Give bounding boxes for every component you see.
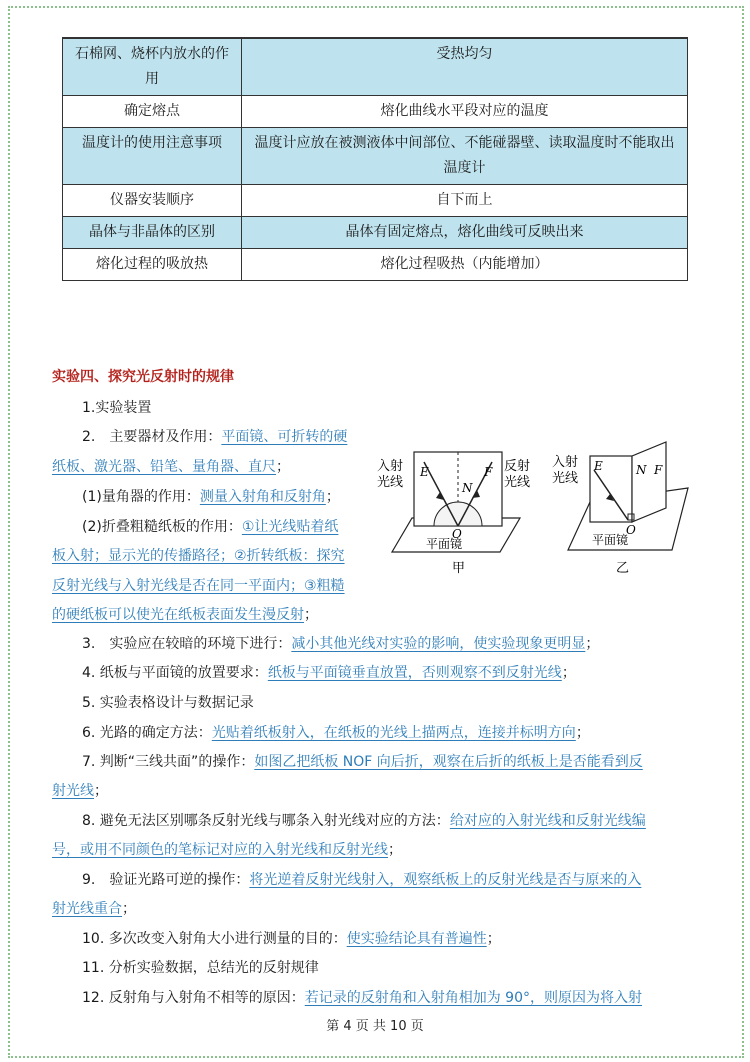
label-e: E bbox=[594, 459, 603, 473]
item-10-question: 10. 多次改变入射角大小进行测量的目的： bbox=[82, 931, 347, 947]
punctuation: ； bbox=[276, 459, 290, 475]
item-2-2-answer: 反射光线与入射光线是否在同一平面内；③粗糙 bbox=[52, 578, 345, 594]
label-e: E bbox=[420, 465, 429, 479]
table-key: 确定熔点 bbox=[63, 96, 242, 128]
item-2-2-cont bbox=[52, 604, 318, 624]
item-9-answer: 将光逆着反射光线射入，观察纸板上的反射光线是否与原来的入 bbox=[249, 872, 642, 888]
item-4-answer: 纸板与平面镜垂直放置，否则观察不到反射光线 bbox=[267, 665, 562, 681]
item-12-answer: 若记录的反射角和入射角相加为 90°，则原因为将入射 bbox=[304, 990, 642, 1006]
punctuation: ； bbox=[122, 901, 136, 917]
item-10-answer: 使实验结论具有普遍性 bbox=[346, 931, 487, 947]
item-8 bbox=[82, 810, 646, 830]
label-incident-2: 光线 bbox=[552, 471, 579, 486]
table-value: 熔化过程吸热（内能增加） bbox=[242, 249, 688, 281]
item-6 bbox=[82, 722, 590, 742]
item-6-answer: 光贴着纸板射入，在纸板的光线上描两点，连接并标明方向 bbox=[211, 725, 576, 741]
item-3-answer: 减小其他光线对实验的影响，使实验现象更明显 bbox=[291, 636, 586, 652]
punctuation: ； bbox=[585, 636, 600, 652]
label-o: O bbox=[452, 527, 462, 541]
label-n: N bbox=[462, 481, 473, 495]
item-1: 1.实验装置 bbox=[82, 400, 152, 416]
item-9-cont bbox=[52, 898, 136, 918]
table-value: 温度计应放在被测液体中间部位、不能碰器壁、读取温度时不能取出温度计 bbox=[242, 128, 688, 185]
figure-jia bbox=[372, 440, 540, 580]
item-12 bbox=[82, 987, 642, 1007]
punctuation: ； bbox=[304, 607, 318, 623]
item-2-2-question: (2)折叠粗糙纸板的作用： bbox=[82, 519, 242, 535]
item-6-question: 6. 光路的确定方法： bbox=[82, 725, 212, 741]
item-2-2-cont bbox=[52, 575, 345, 595]
label-incident-1: 入射 bbox=[377, 459, 404, 474]
label-f: F bbox=[484, 465, 493, 479]
punctuation: ； bbox=[561, 665, 576, 681]
item-2-2-answer: ①让光线贴着纸 bbox=[241, 519, 339, 535]
item-4-question: 4. 纸板与平面镜的放置要求： bbox=[82, 665, 268, 681]
properties-table bbox=[62, 37, 688, 281]
item-2 bbox=[82, 426, 347, 446]
table-key: 晶体与非晶体的区别 bbox=[63, 217, 242, 249]
table-row bbox=[63, 96, 688, 128]
label-mirror: 平面镜 bbox=[592, 533, 629, 547]
item-2-2-answer: 的硬纸板可以使光在纸板表面发生漫反射 bbox=[52, 607, 304, 623]
item-9-answer: 射光线重合 bbox=[52, 901, 122, 917]
item-3 bbox=[82, 633, 599, 653]
item-3-question: 3. 实验应在较暗的环境下进行： bbox=[82, 636, 292, 652]
label-mirror: 平面镜 bbox=[426, 537, 463, 551]
label-incident-2: 光线 bbox=[377, 475, 404, 490]
table-row bbox=[63, 128, 688, 185]
label-f: F bbox=[654, 463, 663, 477]
item-11: 11. 分析实验数据，总结光的反射规律 bbox=[82, 960, 319, 976]
item-2-answer: 纸板、激光器、铅笔、量角器、直尺 bbox=[52, 459, 276, 475]
table-row bbox=[63, 217, 688, 249]
punctuation: ； bbox=[94, 783, 108, 799]
item-2-2-answer: 板入射；显示光的传播路径；②折转纸板：探究 bbox=[52, 548, 345, 564]
label-incident-1: 入射 bbox=[552, 455, 579, 470]
item-2-1-question: (1)量角器的作用： bbox=[82, 489, 200, 505]
item-7 bbox=[82, 751, 643, 771]
label-reflected-2: 光线 bbox=[504, 475, 531, 490]
punctuation: ； bbox=[325, 489, 340, 505]
item-2-2-cont bbox=[52, 545, 345, 565]
item-2-2 bbox=[82, 516, 338, 536]
cardboard-folded bbox=[632, 442, 666, 522]
section-title: 实验四、探究光反射时的规律 bbox=[52, 369, 234, 385]
label-o: O bbox=[626, 523, 636, 537]
item-12-question: 12. 反射角与入射角不相等的原因： bbox=[82, 990, 305, 1006]
table-row bbox=[63, 185, 688, 217]
item-9-question: 9. 验证光路可逆的操作： bbox=[82, 872, 250, 888]
item-7-answer: 如图乙把纸板 NOF 向后折，观察在后折的纸板上是否能看到反 bbox=[254, 754, 643, 770]
table-key: 石棉网、烧杯内放水的作用 bbox=[63, 38, 242, 96]
item-7-question: 7. 判断“三线共面”的操作： bbox=[82, 754, 255, 770]
table-value: 自下而上 bbox=[242, 185, 688, 217]
table-value: 熔化曲线水平段对应的温度 bbox=[242, 96, 688, 128]
table-value: 受热均匀 bbox=[242, 38, 688, 96]
punctuation: ； bbox=[575, 725, 590, 741]
caption-jia: 甲 bbox=[452, 561, 466, 576]
table-row bbox=[63, 38, 688, 96]
table-key: 温度计的使用注意事项 bbox=[63, 128, 242, 185]
punctuation: ； bbox=[388, 842, 402, 858]
item-9 bbox=[82, 869, 641, 889]
page-footer: 第 4 页 共 10 页 bbox=[326, 1019, 424, 1034]
item-4 bbox=[82, 662, 576, 682]
item-2-cont bbox=[52, 456, 290, 476]
item-7-answer: 射光线 bbox=[52, 783, 94, 799]
table-key: 熔化过程的吸放热 bbox=[63, 249, 242, 281]
item-7-cont bbox=[52, 780, 108, 800]
item-8-answer: 号，或用不同颜色的笔标记对应的入射光线和反射光线 bbox=[52, 842, 388, 858]
table-key: 仪器安装顺序 bbox=[63, 185, 242, 217]
figure-yi bbox=[548, 440, 698, 580]
item-8-answer: 给对应的入射光线和反射光线编 bbox=[449, 813, 646, 829]
item-2-question: 2. 主要器材及作用： bbox=[82, 429, 222, 445]
item-8-cont bbox=[52, 839, 402, 859]
table-row bbox=[63, 249, 688, 281]
item-8-question: 8. 避免无法区别哪条反射光线与哪条入射光线对应的方法： bbox=[82, 813, 450, 829]
label-reflected-1: 反射 bbox=[504, 459, 531, 474]
item-2-1 bbox=[82, 486, 340, 506]
table-value: 晶体有固定熔点，熔化曲线可反映出来 bbox=[242, 217, 688, 249]
item-2-answer: 平面镜、可折转的硬 bbox=[221, 429, 348, 445]
label-n: N bbox=[636, 463, 647, 477]
item-2-1-answer: 测量入射角和反射角 bbox=[199, 489, 326, 505]
caption-yi: 乙 bbox=[616, 561, 630, 576]
punctuation: ； bbox=[486, 931, 501, 947]
item-5: 5. 实验表格设计与数据记录 bbox=[82, 695, 254, 711]
item-10 bbox=[82, 928, 501, 948]
